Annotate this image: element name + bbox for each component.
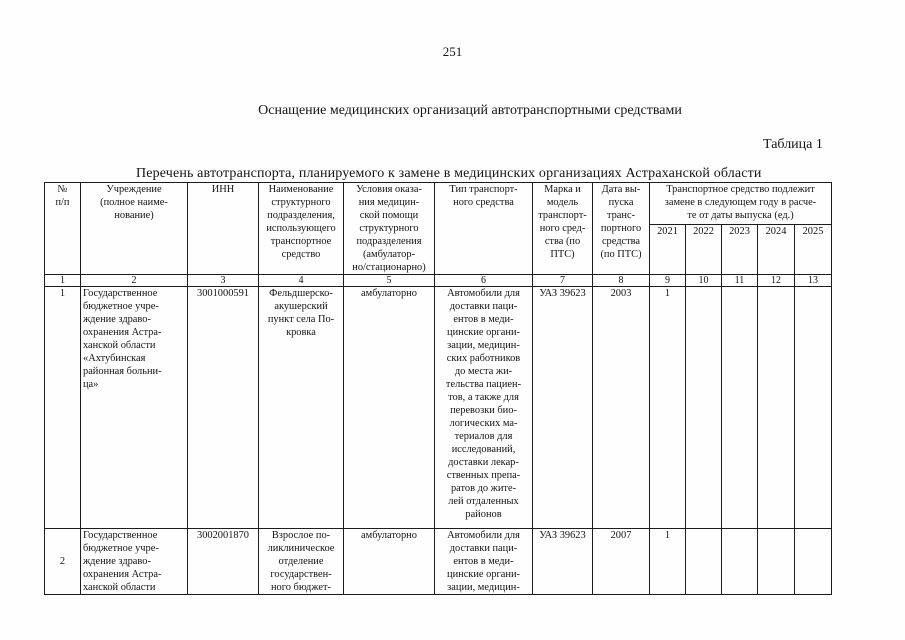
column-number: 3 [188,275,259,287]
year-2025-cell [795,287,832,529]
model-cell: УАЗ 39623 [533,287,593,529]
unit-cell: Взрослое по- ликлиническое отделение государствен- ного бюджет- [259,529,344,595]
release-year-cell: 2003 [593,287,650,529]
year-2021-cell: 1 [650,529,686,595]
year-2024-cell [758,529,795,595]
table-row [45,287,832,529]
conditions-cell: амбулаторно [344,529,435,595]
header-replacement: Транспортное средство подлежит замене в следующем году в расче- те от даты выпуска (ед.) [650,183,832,225]
header-year-2021: 2021 [650,225,686,275]
header-vehicle-type: Тип транспорт- ного средства [435,183,533,275]
table-label: Таблица 1 [763,137,823,152]
column-number: 9 [650,275,686,287]
header-conditions: Условия оказа- ния медицин- ской помощи структурного подразделения (амбулатор- но/стационарно) [344,183,435,275]
year-2023-cell [722,287,758,529]
table-row [45,529,832,595]
release-year-cell: 2007 [593,529,650,595]
header-year-2024: 2024 [758,225,795,275]
column-number: 1 [45,275,81,287]
year-2024-cell [758,287,795,529]
header-year-2025: 2025 [795,225,832,275]
inn-cell: 3001000591 [188,287,259,529]
header-institution: Учреждение (полное наиме- нование) [81,183,188,275]
column-number: 10 [686,275,722,287]
column-number: 4 [259,275,344,287]
header-release-date: Дата вы- пуска транс- портного средства (по ПТС) [593,183,650,275]
model-cell: УАЗ 39623 [533,529,593,595]
year-2023-cell [722,529,758,595]
conditions-cell: амбулаторно [344,287,435,529]
header-year-2023: 2023 [722,225,758,275]
header-unit: Наименование структурного подразделения, использующего транспортное средство [259,183,344,275]
column-number: 12 [758,275,795,287]
header-year-2022: 2022 [686,225,722,275]
row-num: 2 [45,529,81,595]
column-number: 8 [593,275,650,287]
column-number: 5 [344,275,435,287]
page-number: 251 [442,44,463,59]
unit-cell: Фельдшерско- акушерский пункт села По- кровка [259,287,344,529]
document-title: Оснащение медицинских организаций автотранспортными средствами [258,103,682,118]
vehicle-replacement-table [44,182,832,595]
institution-cell: Государственное бюджетное учре- ждение здраво- охранения Астра- ханской области [81,529,188,595]
header-num: № п/п [45,183,81,275]
header-model: Марка и модель транспорт- ного сред- ства (по ПТС) [533,183,593,275]
column-number: 7 [533,275,593,287]
vehicle-type-cell: Автомобили для доставки паци- ентов в меди- цинские органи- зации, медицин- [435,529,533,595]
year-2022-cell [686,287,722,529]
column-number: 13 [795,275,832,287]
year-2021-cell: 1 [650,287,686,529]
column-number: 2 [81,275,188,287]
vehicle-type-cell: Автомобили для доставки паци- ентов в меди- цинские органи- зации, медицин- ских работников до места жи- тельства пациен- тов, а также для перевозки био- логических ма- териалов для исследований, доставки лекар- ственных препа- ратов до жите- лей отдаленных районов [435,287,533,529]
inn-cell: 3002001870 [188,529,259,595]
row-num: 1 [45,287,81,529]
year-2022-cell [686,529,722,595]
institution-cell: Государственное бюджетное учре- ждение здраво- охранения Астра- ханской области «Ахтубинская районная больни- ца» [81,287,188,529]
year-2025-cell [795,529,832,595]
column-number: 6 [435,275,533,287]
header-inn: ИНН [188,183,259,275]
column-number: 11 [722,275,758,287]
table-caption: Перечень автотранспорта, планируемого к замене в медицинских организациях Астраханской области [136,166,762,181]
